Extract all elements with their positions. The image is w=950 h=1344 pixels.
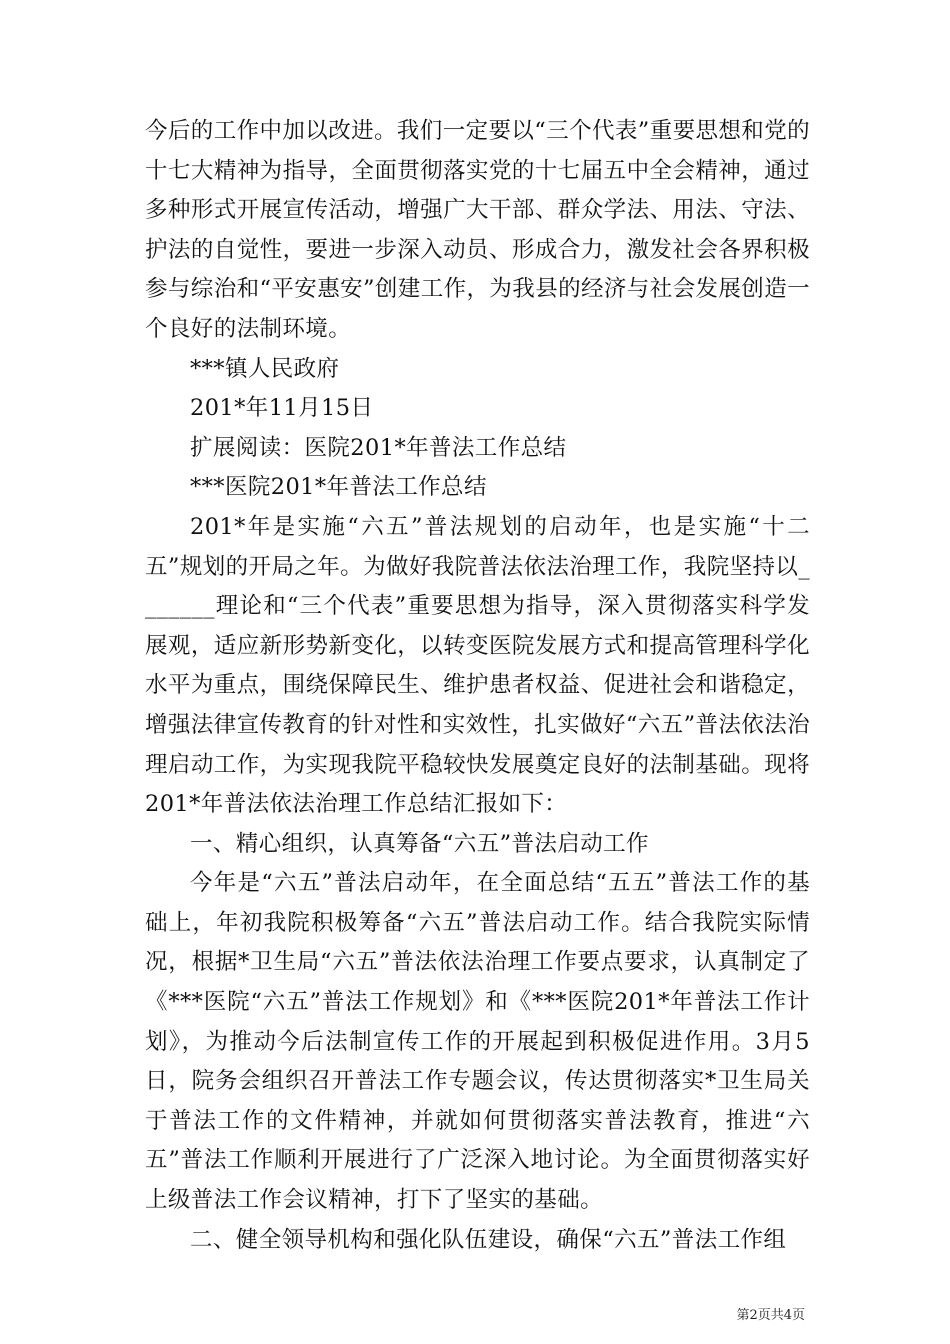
section-heading-2: 二、健全领导机构和强化队伍建设，确保“六五”普法工作组 [190,1226,787,1253]
paragraph-intro: 201*年是实施“六五”普法规划的启动年，也是实施“十二五”规划的开局之年。为做好我院普法依法治理工作，我院坚持以_______理论和“三个代表”重要思想为指导，深入贯彻落实科学发展观，适应新形势新变化，以转变医院发展方式和提高管理科学化水平为重点，围绕保障民生、维护患者权益、促进社会和谐稳定，增强法律宣传教育的针对性和实效性，扎实做好“六五”普法依法治理启动工作，为实现我院平稳较快发展奠定良好的法制基础。现将201*年普法依法治理工作总结汇报如下： [145,513,811,818]
signature-organization: ***镇人民政府 [190,355,340,382]
report-title: ***医院201*年普法工作总结 [190,474,487,501]
document-body [145,112,810,1260]
paragraph-section-1: 今年是“六五”普法启动年，在全面总结“五五”普法工作的基础上，年初我院积极筹备“六五”普法启动工作。结合我院实际情况，根据*卫生局“六五”普法依法治理工作要点要求，认真制定了《***医院“六五”普法工作规划》和《***医院201*年普法工作计划》，为推动今后法制宣传工作的开展起到积极促进作用。3月5日，院务会组织召开普法工作专题会议，传达贯彻落实*卫生局关于普法工作的文件精神，并就如何贯彻落实普法教育，推进“六五”普法工作顺利开展进行了广泛深入地讨论。为全面贯彻落实好上级普法工作会议精神，打下了坚实的基础。 [145,870,810,1214]
page-number: 第2页共4页 [736,1308,805,1323]
signature-date: 201*年11月15日 [190,395,374,422]
paragraph-continuation: 今后的工作中加以改进。我们一定要以“三个代表”重要思想和党的十七大精神为指导，全面贯彻落实党的十七届五中全会精神，通过多种形式开展宣传活动，增强广大干部、群众学法、用法、守法、护法的自觉性，要进一步深入动员、形成合力，激发社会各界积极参与综治和“平安惠安”创建工作，为我县的经济与社会发展创造一个良好的法制环境。 [145,118,811,342]
extended-reading-heading: 扩展阅读：医院201*年普法工作总结 [190,434,567,461]
section-heading-1: 一、精心组织，认真筹备“六五”普法启动工作 [190,830,649,857]
